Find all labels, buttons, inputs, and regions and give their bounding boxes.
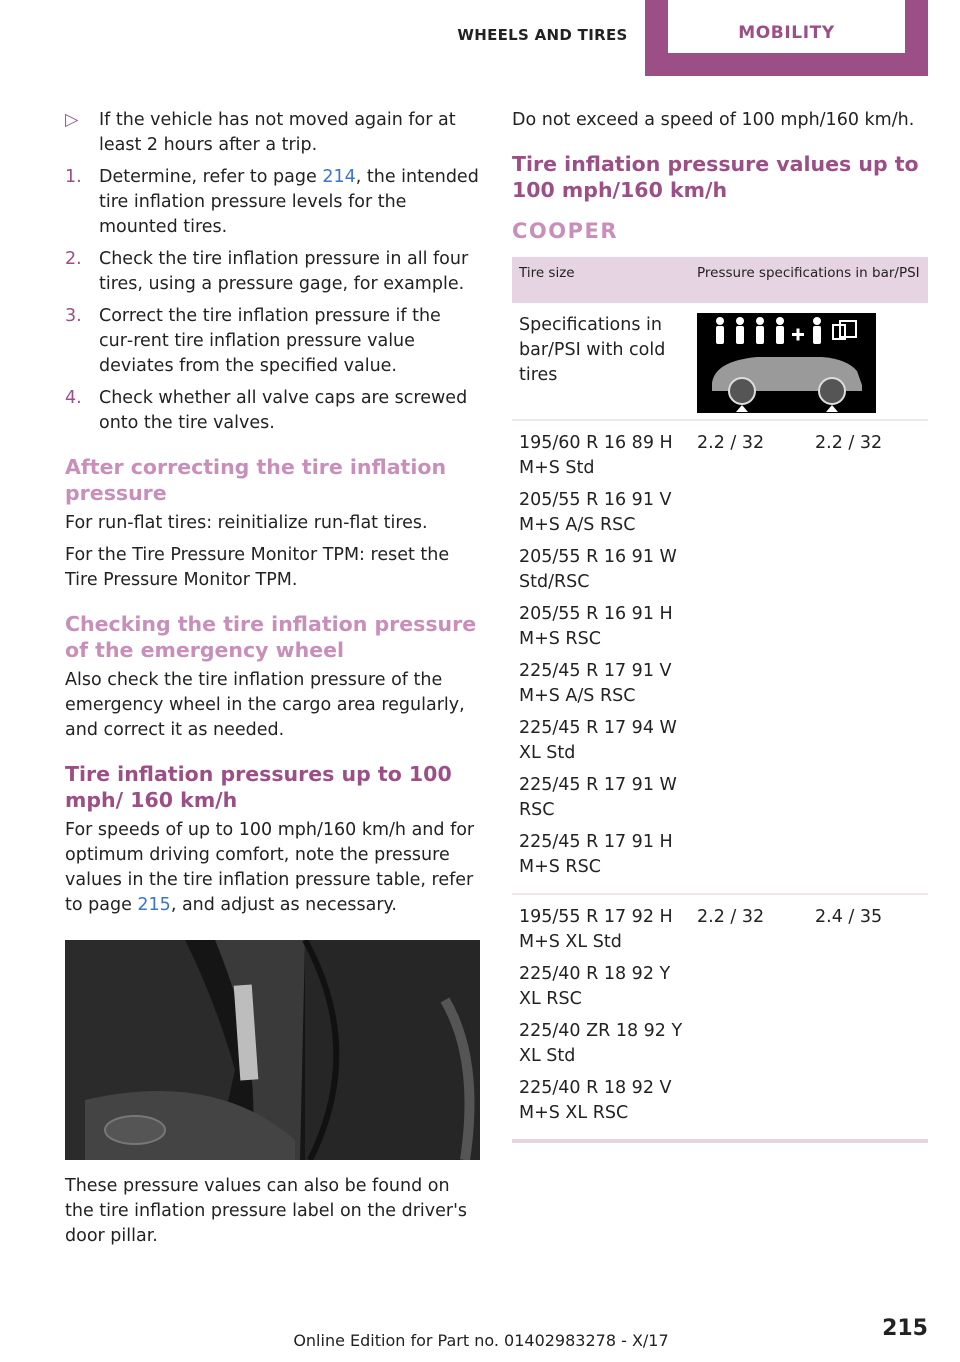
- step-text: Correct the tire inflation pressure if the cur‐rent tire inflation pressure value deviates from the specified value.: [99, 306, 441, 376]
- step-number: 4.: [65, 388, 82, 408]
- column-header-pressure: Pressure specifications in bar/PSI: [690, 257, 928, 303]
- speed-warning: Do not exceed a speed of 100 mph/160 km/h.: [512, 110, 915, 130]
- step-text: , the intended tire inflation pressure levels for the mounted tires.: [99, 167, 479, 237]
- paragraph-text: , and adjust as necessary.: [170, 895, 397, 915]
- step-text: Determine, refer to page: [99, 167, 323, 187]
- section-label: WHEELS AND TIRES: [457, 26, 628, 44]
- model-heading: COOPER: [512, 219, 619, 243]
- tire-size: 205/55 R 16 91 W Std/RSC: [519, 547, 677, 592]
- load-icon-cell: [690, 303, 928, 420]
- paragraph: For run-flat tires: reinitialize run-flat tires.: [65, 513, 428, 533]
- spec-label: Specifications in bar/PSI with cold tires: [512, 303, 690, 420]
- chapter-tab[interactable]: [645, 0, 928, 76]
- step-text: Check whether all valve caps are screwed onto the tire valves.: [99, 388, 468, 433]
- tire-size: 225/45 R 17 91 W RSC: [519, 775, 677, 820]
- tire-size: 205/55 R 16 91 V M+S A/S RSC: [519, 490, 672, 535]
- paragraph: Also check the tire inflation pressure of the emergency wheel in the cargo area regularly, and correct it as needed.: [65, 670, 465, 740]
- paragraph-text: For speeds of up to 100 mph/160 km/h and for optimum driving comfort, note the pressure values in the tire inflation pressure table, refer to page: [65, 820, 475, 915]
- page-header: [0, 0, 960, 76]
- step-number: 1.: [65, 167, 82, 187]
- paragraph: For the Tire Pressure Monitor TPM: reset the Tire Pressure Monitor TPM.: [65, 545, 450, 590]
- tire-size: 225/45 R 17 91 V M+S A/S RSC: [519, 661, 672, 706]
- tire-size-cell: [512, 894, 690, 1141]
- vehicle-load-pictogram-icon: [697, 313, 876, 413]
- pressure-speed-heading: Tire inflation pressures up to 100 mph/ 160 km/h: [65, 762, 452, 812]
- step-text: Check the tire inflation pressure in all four tires, using a pressure gage, for example.: [99, 249, 469, 294]
- page-number: 215: [882, 1316, 928, 1341]
- table-row: [512, 420, 928, 894]
- person-icons: [716, 317, 856, 344]
- front-pressure-cell: 2.2 / 32: [690, 894, 808, 1141]
- tire-size: 195/55 R 17 92 H M+S XL Std: [519, 907, 673, 952]
- tire-size: 225/40 R 18 92 V M+S XL RSC: [519, 1078, 672, 1123]
- step-item: [65, 247, 480, 297]
- rear-pressure-cell: 2.2 / 32: [808, 420, 928, 894]
- step-item: [65, 304, 480, 379]
- tire-size-cell: [512, 420, 690, 894]
- tire-size: 225/45 R 17 94 W XL Std: [519, 718, 677, 763]
- tire-size: 205/55 R 16 91 H M+S RSC: [519, 604, 673, 649]
- tire-size: 225/40 R 18 92 Y XL RSC: [519, 964, 671, 1009]
- page-link[interactable]: 214: [322, 167, 356, 187]
- table-row: [512, 303, 928, 420]
- rear-pressure-cell: 2.4 / 35: [808, 894, 928, 1141]
- front-pressure-cell: 2.2 / 32: [690, 420, 808, 894]
- tire-size: 195/60 R 16 89 H M+S Std: [519, 433, 673, 478]
- pressure-values-heading: Tire inflation pressure values up to 100 mph/160 km/h: [512, 152, 919, 202]
- page-link[interactable]: 215: [137, 895, 171, 915]
- step-number: 3.: [65, 306, 82, 326]
- bullet-text: If the vehicle has not moved again for at least 2 hours after a trip.: [99, 110, 456, 155]
- tire-size: 225/40 ZR 18 92 Y XL Std: [519, 1021, 683, 1066]
- table-header-row: [512, 257, 928, 303]
- left-column: [65, 108, 480, 1256]
- paragraph: [65, 818, 480, 918]
- emergency-wheel-heading: Checking the tire inflation pressure of the emergency wheel: [65, 612, 477, 662]
- chapter-tab-label: MOBILITY: [668, 0, 905, 53]
- tire-size: 225/45 R 17 91 H M+S RSC: [519, 832, 673, 877]
- bullet-item: [65, 108, 480, 158]
- step-number: 2.: [65, 249, 82, 269]
- right-column: [512, 108, 928, 1143]
- photo-caption: These pressure values can also be found on the tire inflation pressure label on the driver's door pillar.: [65, 1176, 468, 1246]
- step-item: [65, 165, 480, 240]
- door-pillar-photo: [65, 940, 480, 1160]
- column-header-tire-size: Tire size: [512, 257, 690, 303]
- table-row: [512, 894, 928, 1141]
- after-correcting-heading: After correcting the tire inflation pressure: [65, 455, 447, 505]
- step-item: [65, 386, 480, 436]
- footer-edition: Online Edition for Part no. 01402983278 - X/17: [293, 1331, 669, 1350]
- triangle-bullet-icon: ▷: [65, 110, 79, 130]
- pressure-table: [512, 257, 928, 1143]
